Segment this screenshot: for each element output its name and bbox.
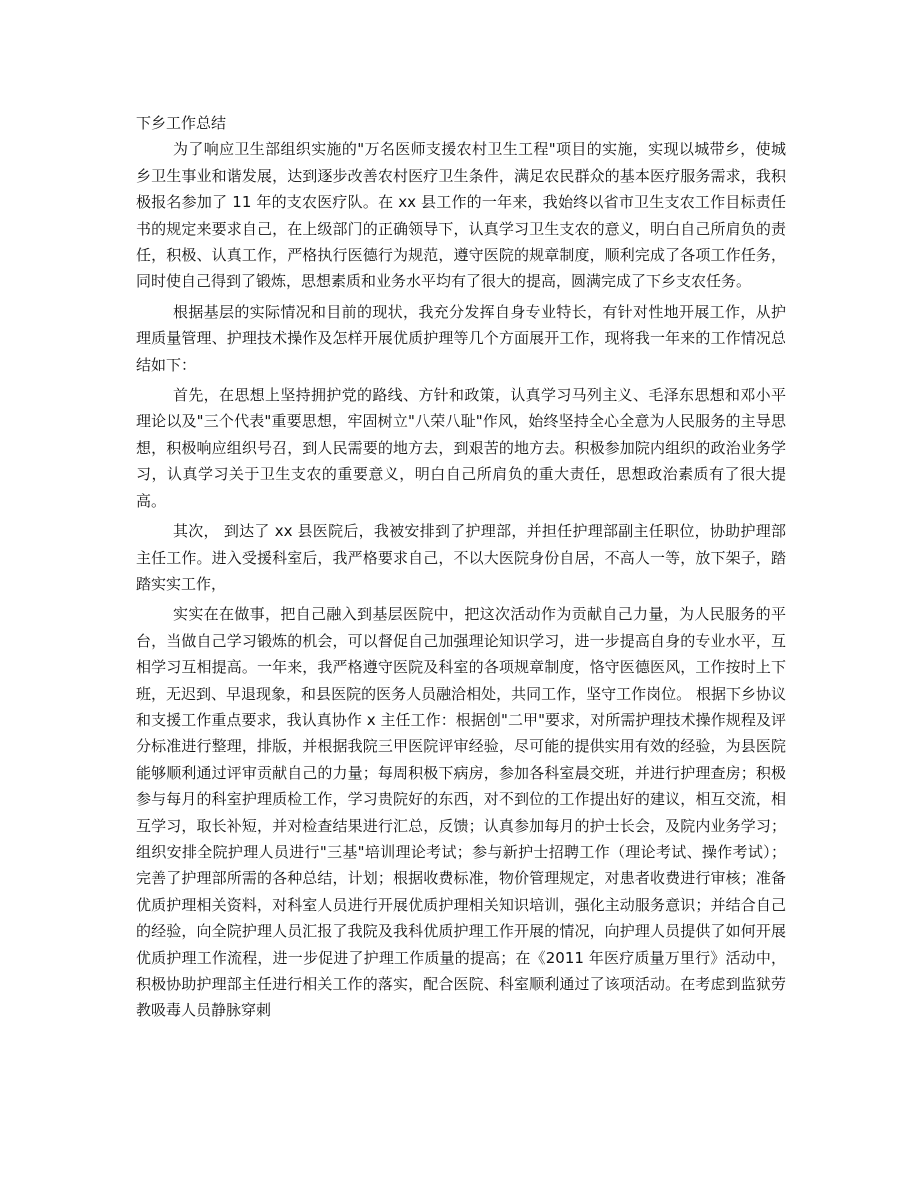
paragraph-work-details: 实实在在做事，把自己融入到基层医院中，把这次活动作为贡献自己力量，为人民服务的平台，当做自己学习锻炼的机会，可以督促自己加强理论知识学习，进一步提高自身的专业水平，互相学习互相提高。一年来，我严格遵守医院及科室的各项规章制度，恪守医德医风，工作按时上下班，无迟到、早退现象，和县医院的医务人员融洽相处，共同工作，坚守工作岗位。 根据下乡协议和支援工作重点要求，我认真协作 x 主任工作：根据创"二甲"要求，对所需护理技术操作规程及评分标准进行整理，排版，并根据我院三甲医院评审经验，尽可能的提供实用有效的经验，为县医院能够顺利通过评审贡献自己的力量；每周积极下病房，参加各科室晨交班，并进行护理查房；积极参与每月的科室护理质检工作，学习贵院好的东西，对不到位的工作提出好的建议，相互交流，相互学习，取长补短，并对检查结果进行汇总，反馈；认真参加每月的护士长会，及院内业务学习；组织安排全院护理人员进行"三基"培训理论考试；参与新护士招聘工作（理论考试、操作考试）；完善了护理部所需的各种总结，计划；根据收费标准，物价管理规定，对患者收费进行审核；准备优质护理相关资料，对科室人员进行开展优质护理相关知识培训，强化主动服务意识；并结合自己的经验，向全院护理人员汇报了我院及我科优质护理工作开展的情况，向护理人员提供了如何开展优质护理工作流程，进一步促进了护理工作质量的提高；在《2011 年医疗质量万里行》活动中，积极协助护理部主任进行相关工作的落实，配合医院、科室顺利通过了该项活动。在考虑到监狱劳教吸毒人员静脉穿刺 <box>136 605 786 1020</box>
paragraph-first: 首先，在思想上坚持拥护党的路线、方针和政策，认真学习马列主义、毛泽东思想和邓小平理论以及"三个代表"重要思想，牢固树立"八荣八耻"作风，始终坚持全心全意为人民服务的主导思想，积极响应组织号召，到人民需要的地方去，到艰苦的地方去。积极参加院内组织的政治业务学习，认真学习关于卫生支农的重要意义，明白自己所肩负的重大责任，思想政治素质有了很大提高。 <box>136 386 786 510</box>
paragraph-approach: 根据基层的实际情况和目前的现状，我充分发挥自身专业特长，有针对性地开展工作，从护理质量管理、护理技术操作及怎样开展优质护理等几个方面展开工作，现将我一年来的工作情况总结如下： <box>136 302 786 374</box>
document-title: 下乡工作总结 <box>136 114 227 132</box>
paragraph-second: 其次， 到达了 xx 县医院后，我被安排到了护理部，并担任护理部副主任职位，协助护理部主任工作。进入受援科室后，我严格要求自己，不以大医院身份自居，不高人一等，放下架子，踏踏实实工作， <box>136 522 786 593</box>
document-body <box>136 110 786 1024</box>
paragraph-intro: 为了响应卫生部组织实施的"万名医师支援农村卫生工程"项目的实施，实现以城带乡，使城乡卫生事业和谐发展，达到逐步改善农村医疗卫生条件，满足农民群众的基本医疗服务需求，我积极报名参加了 11 年的支农医疗队。在 xx 县工作的一年来，我始终以省市卫生支农工作目标责任书的规定来要求自己，在上级部门的正确领导下，认真学习卫生支农的意义，明白自己所肩负的责任，积极、认真工作，严格执行医德行为规范，遵守医院的规章制度，顺利完成了各项工作任务，同时使自己得到了锻炼，思想素质和业务水平均有了很大的提高，圆满完成了下乡支农任务。 <box>136 140 786 291</box>
